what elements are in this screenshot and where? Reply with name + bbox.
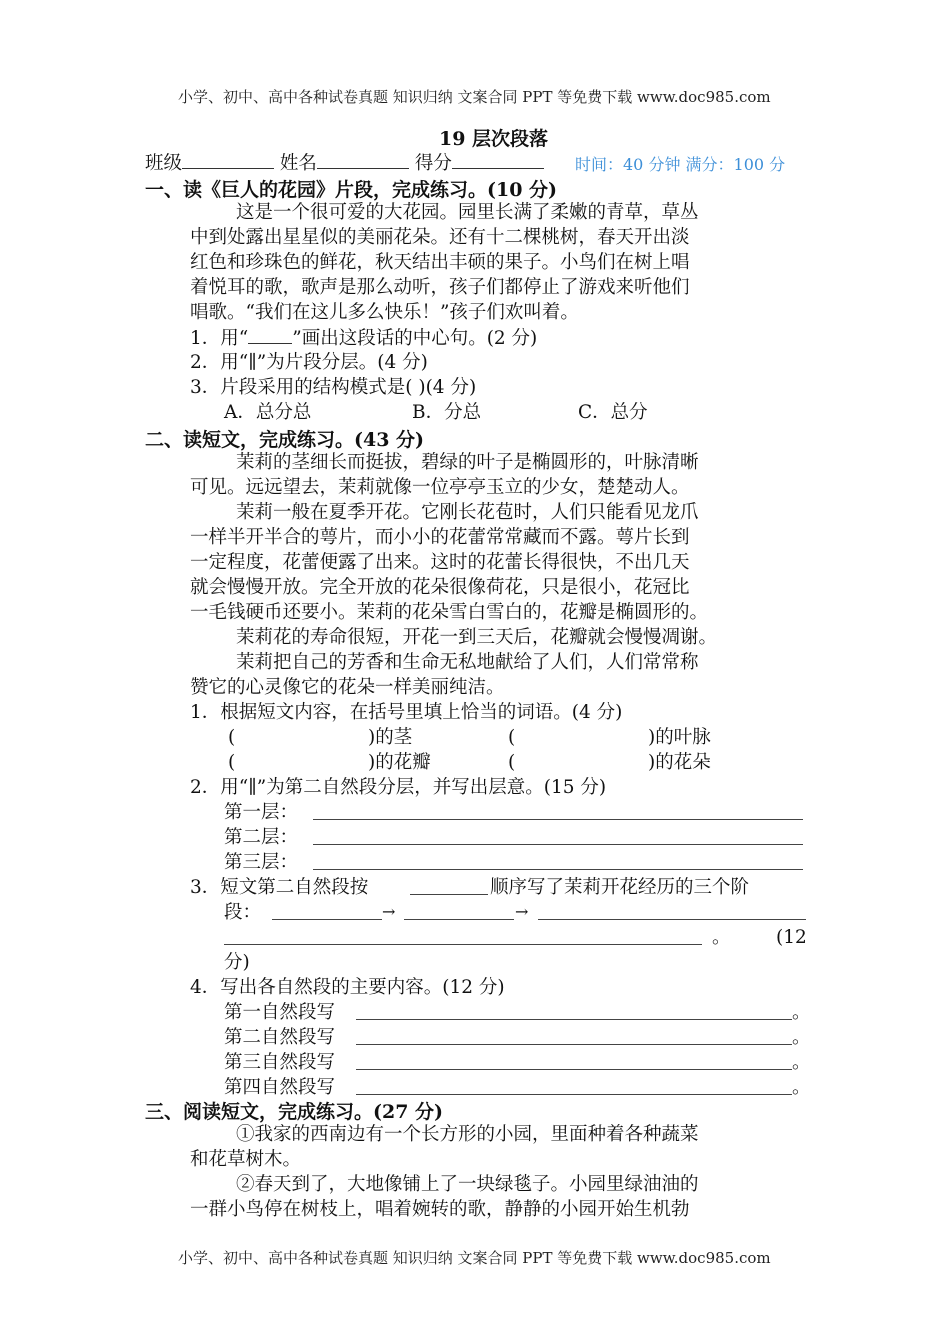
page-title: 19 层次段落 [439, 128, 549, 150]
blank-petal[interactable]: )的花瓣 [368, 752, 431, 773]
para-3-line[interactable] [356, 1069, 792, 1070]
s2-question-4: 4．写出各自然段的主要内容。(12 分) [190, 977, 505, 998]
s2-question-3-score-unit: 分) [224, 952, 250, 973]
section-1-heading: 一、读《巨人的花园》片段，完成练习。(10 分) [145, 179, 558, 201]
blank-stem[interactable]: )的茎 [368, 727, 413, 748]
option-b[interactable]: B．分总 [412, 402, 482, 423]
s2-line-9: 茉莉把自己的芳香和生命无私地献给了人们，人们常常称 [236, 652, 699, 673]
arrow-icon: → [515, 902, 529, 921]
s1-question-3: 3．片段采用的结构模式是( )(4 分) [190, 377, 477, 398]
s3-line-3: ②春天到了，大地像铺上了一块绿毯子。小园里绿油油的 [236, 1174, 699, 1195]
layer-3-label: 第三层： [224, 852, 299, 873]
para-2-period: 。 [792, 1027, 811, 1048]
stage-2-blank[interactable] [404, 919, 514, 920]
blank-vein-open[interactable]: ( [508, 727, 516, 748]
s2-line-7: 一毛钱硬币还要小。茉莉的花朵雪白雪白的，花瓣是椭圆形的。 [190, 602, 709, 623]
blank-petal-open[interactable]: ( [228, 752, 236, 773]
page-footer: 小学、初中、高中各种试卷真题 知识归纳 文案合同 PPT 等免费下载 www.doc985.com [178, 1249, 771, 1267]
para-2-label: 第二自然段写 [224, 1027, 336, 1048]
para-1-label: 第一自然段写 [224, 1002, 336, 1023]
s2-question-2: 2．用“∥”为第二自然段分层，并写出层意。(15 分) [190, 777, 607, 798]
para-3-label: 第三自然段写 [224, 1052, 336, 1073]
name-label: 姓名 [279, 153, 317, 174]
s2-question-1: 1．根据短文内容，在括号里填上恰当的词语。(4 分) [190, 702, 623, 723]
s1-line-5: 唱歌。“我们在这儿多么快乐！”孩子们欢叫着。 [190, 302, 579, 323]
s3-line-4: 一群小鸟停在树枝上，唱着婉转的歌，静静的小园开始生机勃 [190, 1199, 690, 1220]
stage-1-blank[interactable] [272, 919, 382, 920]
score-label: 得分 [414, 153, 452, 174]
layer-1-label: 第一层： [224, 802, 299, 823]
s3-line-1: ①我家的西南边有一个长方形的小园，里面种着各种蔬菜 [236, 1124, 699, 1145]
blank-flower[interactable]: )的花朵 [648, 752, 711, 773]
underline-sample [248, 325, 292, 344]
s2-question-3a: 3．短文第二自然段按 [190, 877, 369, 898]
s2-line-3: 茉莉一般在夏季开花。它刚长花苞时，人们只能看见龙爪 [236, 502, 699, 523]
para-1-line[interactable] [356, 1019, 792, 1020]
s2-question-3-period: 。 [712, 927, 731, 948]
blank-flower-open[interactable]: ( [508, 752, 516, 773]
s2-line-6: 就会慢慢开放。完全开放的花朵很像荷花，只是很小，花冠比 [190, 577, 690, 598]
s2-question-3c: 段： [224, 902, 262, 923]
para-4-line[interactable] [356, 1094, 792, 1095]
s1-question-1: 1．用“ ”画出这段话的中心句。(2 分) [190, 325, 537, 351]
s1-line-4: 着悦耳的歌，歌声是那么动听，孩子们都停止了游戏来听他们 [190, 277, 690, 298]
name-blank[interactable] [317, 150, 409, 169]
score-blank[interactable] [452, 150, 544, 169]
section-2-heading: 二、读短文，完成练习。(43 分) [145, 429, 425, 451]
stage-3-blank-a[interactable] [538, 919, 806, 920]
para-4-label: 第四自然段写 [224, 1077, 336, 1098]
s2-question-3-score: (12 [776, 927, 807, 948]
layer-3-line[interactable] [313, 869, 803, 870]
s1-question-2: 2．用“∥”为片段分层。(4 分) [190, 352, 428, 373]
option-c[interactable]: C．总分 [578, 402, 648, 423]
time-info: 时间：40 分钟 满分：100 分 [575, 155, 786, 174]
s1-line-1: 这是一个很可爱的大花园。园里长满了柔嫩的青草，草丛 [236, 202, 699, 223]
s2-line-5: 一定程度，花蕾便露了出来。这时的花蕾长得很快，不出几天 [190, 552, 690, 573]
class-label: 班级 [145, 153, 183, 174]
s3-line-2: 和花草树木。 [190, 1149, 302, 1170]
order-blank[interactable] [410, 894, 488, 895]
layer-2-line[interactable] [313, 844, 803, 845]
s2-line-2: 可见。远远望去，茉莉就像一位亭亭玉立的少女，楚楚动人。 [190, 477, 690, 498]
para-1-period: 。 [792, 1002, 811, 1023]
layer-2-label: 第二层： [224, 827, 299, 848]
s2-line-1: 茉莉的茎细长而挺拔，碧绿的叶子是椭圆形的，叶脉清晰 [236, 452, 699, 473]
para-3-period: 。 [792, 1052, 811, 1073]
para-2-line[interactable] [356, 1044, 792, 1045]
s1-line-2: 中到处露出星星似的美丽花朵。还有十二棵桃树，春天开出淡 [190, 227, 690, 248]
arrow-icon: → [382, 902, 396, 921]
layer-1-line[interactable] [313, 819, 803, 820]
s2-line-8: 茉莉花的寿命很短，开花一到三天后，花瓣就会慢慢凋谢。 [236, 627, 718, 648]
page-header: 小学、初中、高中各种试卷真题 知识归纳 文案合同 PPT 等免费下载 www.doc985.com [178, 88, 771, 106]
s1-line-3: 红色和珍珠色的鲜花，秋天结出丰硕的果子。小鸟们在树上唱 [190, 252, 690, 273]
blank-stem-open[interactable]: ( [228, 727, 236, 748]
s2-line-10: 赞它的心灵像它的花朵一样美丽纯洁。 [190, 677, 505, 698]
para-4-period: 。 [792, 1077, 811, 1098]
s2-line-4: 一样半开半合的萼片，而小小的花蕾常常藏而不露。萼片长到 [190, 527, 690, 548]
blank-vein[interactable]: )的叶脉 [648, 727, 711, 748]
option-a[interactable]: A．总分总 [224, 402, 312, 423]
section-3-heading: 三、阅读短文，完成练习。(27 分) [145, 1101, 444, 1123]
info-line [145, 150, 544, 176]
class-blank[interactable] [182, 150, 274, 169]
stage-3-blank-b[interactable] [224, 944, 702, 945]
s2-question-3b: 顺序写了茉莉开花经历的三个阶 [490, 877, 750, 898]
